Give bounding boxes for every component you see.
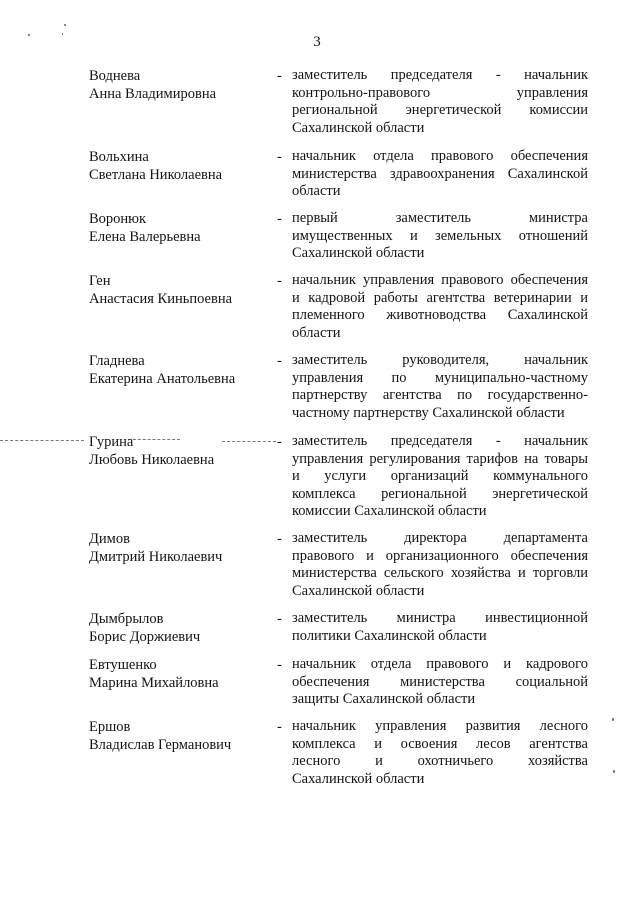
person-name [89, 610, 274, 646]
person-given-name: Любовь Николаевна [89, 452, 215, 468]
person-name [89, 272, 274, 308]
dash-separator: - [277, 68, 282, 84]
description-line: заместитель руководителя, начальник [292, 352, 588, 368]
description-line: заместитель директора департамента [292, 530, 588, 546]
description-line: лесного и охотничьего хозяйства [292, 753, 588, 769]
person-surname: Ершов [89, 719, 131, 735]
position-description [292, 530, 588, 600]
person-given-name: Анастасия Киньпоевна [89, 291, 233, 307]
scan-speck [62, 33, 63, 35]
dash-separator: - [277, 611, 282, 627]
description-line: министерства сельского хозяйства и торговли [292, 565, 588, 581]
description-line: заместитель министра инвестиционной [292, 610, 588, 626]
description-line: имущественных и земельных отношений [292, 227, 588, 244]
person-name [89, 530, 274, 566]
description-line: комиссии Сахалинской области [292, 503, 487, 519]
person-given-name: Марина Михайловна [89, 675, 219, 691]
person-given-name: Екатерина Анатольевна [89, 371, 236, 387]
person-name [89, 67, 274, 103]
person-given-name: Елена Валерьевна [89, 229, 201, 245]
dash-separator: - [277, 149, 282, 165]
person-given-name: Дмитрий Николаевич [89, 549, 223, 565]
dash-separator: - [277, 353, 282, 369]
description-line: защиты Сахалинской области [292, 691, 476, 707]
person-name [89, 433, 274, 469]
scan-speck [612, 718, 614, 721]
description-line: комплекса и освоения лесов агентства [292, 735, 588, 752]
description-line: первый заместитель министра [292, 210, 588, 226]
description-line: партнерству агентства по государственно- [292, 387, 588, 403]
dash-separator: - [277, 531, 282, 547]
description-line: Сахалинской области [292, 582, 425, 599]
position-description [292, 67, 588, 137]
scan-speck [64, 24, 66, 26]
description-line: начальник отдела правового и кадрового [292, 656, 588, 672]
person-name [89, 352, 274, 388]
person-given-name: Борис Доржиевич [89, 629, 201, 645]
person-surname: Воронюк [89, 211, 147, 227]
scan-dashed-line [0, 440, 84, 441]
position-description [292, 610, 588, 645]
description-line: Сахалинской области [292, 119, 425, 136]
description-line: заместитель председателя - начальник [292, 433, 588, 449]
description-line: области [292, 183, 341, 199]
person-surname: Евтушенко [89, 657, 157, 673]
description-line: Сахалинской области [292, 770, 425, 787]
person-name [89, 148, 274, 184]
description-line: и кадровой работы агентства ветеринарии и [292, 289, 588, 306]
position-description [292, 352, 588, 422]
description-line: обеспечения министерства социальной [292, 673, 588, 690]
person-surname: Вольхина [89, 149, 149, 165]
description-line: начальник управления развития лесного [292, 718, 588, 734]
position-description [292, 718, 588, 788]
description-line: области [292, 324, 341, 341]
description-line: заместитель председателя - начальник [292, 67, 588, 83]
person-given-name: Владислав Германович [89, 737, 232, 753]
description-line: начальник управления правового обеспечения [292, 272, 588, 288]
scan-speck [613, 770, 615, 773]
description-line: племенного животноводства Сахалинской [292, 307, 588, 323]
person-given-name: Светлана Николаевна [89, 167, 223, 183]
description-line: правового и организационного обеспечения [292, 547, 588, 564]
person-surname: Димов [89, 531, 130, 547]
person-surname: Дымбрылов [89, 611, 164, 627]
person-name [89, 210, 274, 246]
description-line: комплекса региональной энергетической [292, 485, 588, 502]
dash-separator: - [277, 719, 282, 735]
dash-separator: - [277, 273, 282, 289]
description-line: контрольно-правового управления [292, 84, 588, 101]
page-number: 3 [313, 34, 321, 50]
position-description [292, 433, 588, 521]
description-line: региональной энергетической комиссии [292, 102, 588, 118]
person-surname: Ген [89, 273, 111, 289]
description-line: управления регулирования тарифов на товары [292, 450, 588, 467]
position-description [292, 148, 588, 201]
person-name [89, 656, 274, 692]
position-description [292, 656, 588, 709]
dash-separator: - [277, 434, 282, 450]
position-description [292, 210, 588, 263]
description-line: Сахалинской области [292, 245, 425, 261]
description-line: частному партнерству Сахалинской области [292, 404, 565, 421]
description-line: управления по муниципально-частному [292, 369, 588, 386]
person-name [89, 718, 274, 754]
scan-speck [28, 34, 30, 36]
person-surname: Гурина [89, 434, 134, 450]
description-line: политики Сахалинской области [292, 627, 487, 644]
person-surname: Воднева [89, 68, 141, 84]
dash-separator: - [277, 211, 282, 227]
description-line: и услуги организаций коммунального [292, 468, 588, 484]
position-description [292, 272, 588, 342]
person-given-name: Анна Владимировна [89, 86, 217, 102]
description-line: министерства здравоохранения Сахалинской [292, 165, 588, 182]
description-line: начальник отдела правового обеспечения [292, 148, 588, 164]
person-surname: Гладнева [89, 353, 145, 369]
dash-separator: - [277, 657, 282, 673]
